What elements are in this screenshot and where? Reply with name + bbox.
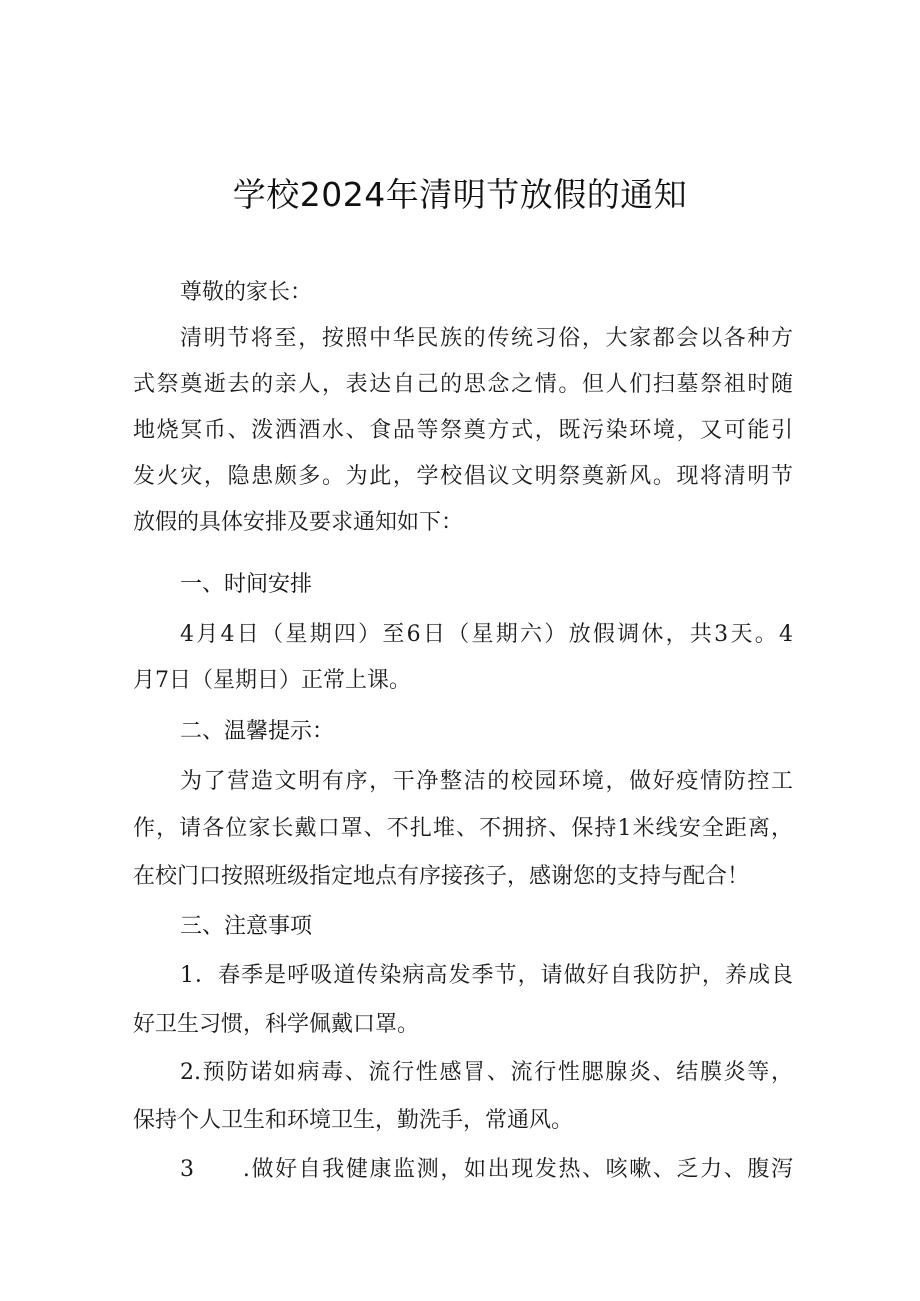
note-item-3-line: 3 .做好自我健康监测，如出现发热、咳嗽、乏力、腹泻: [180, 1157, 793, 1182]
document-title: 学校2024年清明节放假的通知: [232, 175, 688, 214]
intro-line: 地烧冥币、泼洒酒水、食品等祭奠方式，既污染环境，又可能引: [133, 418, 793, 443]
intro-line: 清明节将至，按照中华民族的传统习俗，大家都会以各种方: [180, 326, 793, 351]
intro-line: 发火灾，隐患颇多。为此，学校倡议文明祭奠新风。现将清明节: [133, 464, 793, 489]
intro-line: 放假的具体安排及要求通知如下：: [133, 510, 464, 535]
section-heading-time: 一、时间安排: [180, 572, 313, 597]
note-item-2-line: 保持个人卫生和环境卫生，勤洗手，常通风。: [133, 1108, 574, 1133]
section-line: 作，请各位家长戴口罩、不扎堆、不拥挤、保持1米线安全距离，: [133, 816, 793, 841]
section-heading-tips: 二、温馨提示：: [180, 719, 335, 744]
section-line: 4月4日（星期四）至6日（星期六）放假调休，共3天。4: [180, 622, 793, 647]
note-item-1-line: 好卫生习惯，科学佩戴口罩。: [133, 1012, 420, 1037]
note-item-2-line: 2.预防诺如病毒、流行性感冒、流行性腮腺炎、结膜炎等，: [180, 1060, 793, 1085]
intro-line: 式祭奠逝去的亲人，表达自己的思念之情。但人们扫墓祭祖时随: [133, 372, 793, 397]
section-line: 为了营造文明有序，干净整洁的校园环境，做好疫情防控工: [180, 769, 793, 794]
section-line: 在校门口按照班级指定地点有序接孩子，感谢您的支持与配合！: [133, 864, 750, 889]
note-item-1-line: 1．春季是呼吸道传染病高发季节，请做好自我防护，养成良: [180, 963, 793, 988]
section-heading-notes: 三、注意事项: [180, 914, 313, 939]
greeting: 尊敬的家长：: [180, 280, 313, 305]
section-line: 月7日（星期日）正常上课。: [133, 668, 411, 693]
